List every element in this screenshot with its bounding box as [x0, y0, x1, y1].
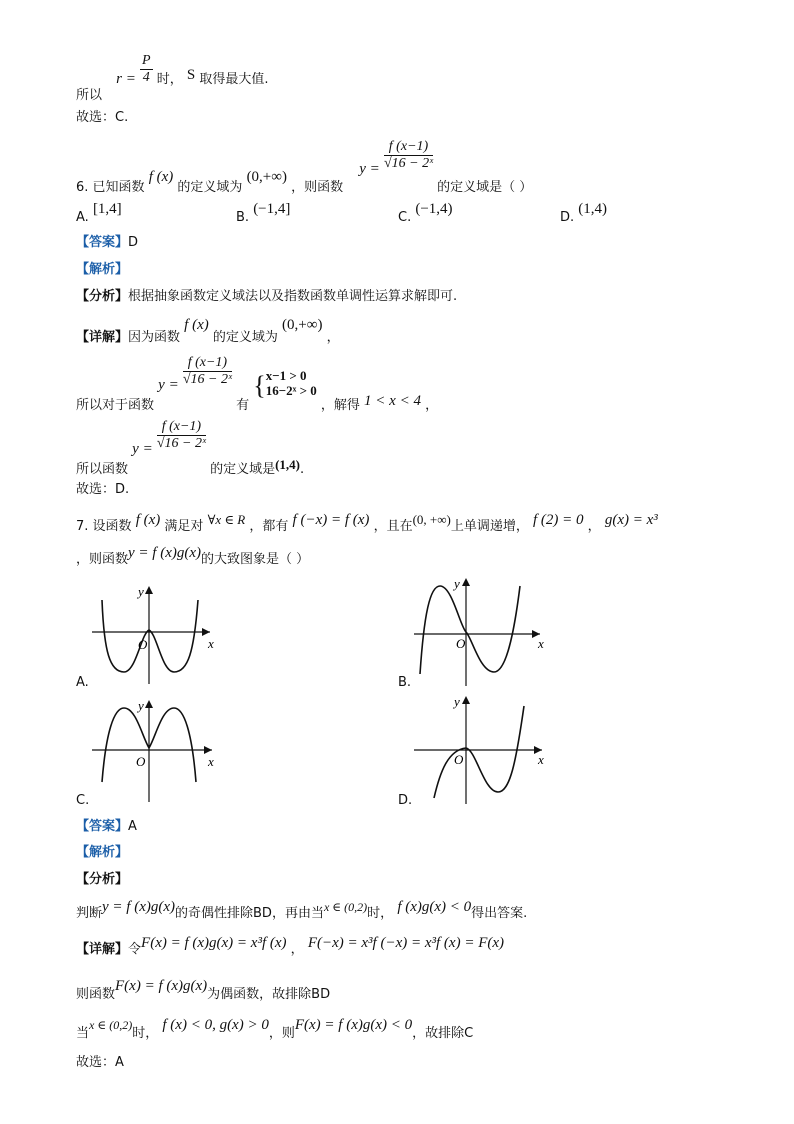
q6-detail1c: ，	[326, 330, 340, 345]
q7-f1c: x ∈ (0,2)	[323, 900, 368, 914]
q6-fraction	[384, 140, 433, 171]
q7-option-b-label: B.	[398, 675, 412, 690]
q7-forall: ∀x ∈ R	[207, 512, 246, 527]
q7-jiexi-line	[76, 846, 128, 859]
q6-option-a-value: [1,4]	[92, 201, 122, 217]
q7-d3e: ，则	[268, 1026, 295, 1041]
q7-even: f (−x) = f (x)	[292, 512, 370, 528]
q7-option-c-label: C.	[76, 793, 90, 808]
q6-jiexi-tag: 【解析】	[76, 262, 129, 277]
q6-option-b-label: B.	[236, 210, 254, 225]
q6-d3-num: f (x−1)	[157, 420, 206, 436]
q6-d2c: ，解得	[320, 398, 360, 413]
q7-prefix: 7. 设函数	[76, 519, 132, 534]
prev-answer: 故选：C.	[76, 110, 129, 125]
q6-stem	[76, 139, 533, 195]
q7-graph-b	[410, 574, 555, 689]
q6-option-c-value: (−1,4)	[415, 201, 453, 217]
q6-detail1a: 因为函数	[128, 330, 181, 345]
q7-answer-tag: 【答案】	[76, 819, 129, 834]
q6-prefix: 6. 已知函数	[76, 180, 145, 195]
q7-d1c: ，	[290, 942, 304, 957]
q6-option-d-label: D.	[560, 210, 579, 225]
prev-r-eq: r =	[116, 71, 136, 87]
q7-answer-line	[76, 820, 137, 833]
graph-b-y-label: y	[454, 576, 460, 591]
q6-detail1b: 的定义域为	[212, 330, 278, 345]
q6-d3c: (1,4)	[275, 457, 300, 472]
q7-fenxi-tag: 【分析】	[76, 872, 129, 887]
q6-d3a: 所以函数	[76, 462, 129, 477]
q7-f1b: 的奇偶性排除BD，再由当	[175, 906, 324, 921]
q7-d2b: F(x) = f (x)g(x)	[115, 978, 208, 994]
q6-num: f (x−1)	[384, 140, 433, 156]
q7-d3g: ，故排除C	[412, 1026, 474, 1041]
q6-answer-line	[76, 236, 138, 249]
q7-detail-line2	[76, 978, 331, 1002]
graph-d-x-label: x	[538, 752, 544, 767]
q7-f1d: 时，	[367, 906, 394, 921]
q6-option-d-value: (1,4)	[578, 201, 608, 217]
graph-a-x-label: x	[208, 636, 214, 651]
graph-d-origin: O	[454, 752, 464, 767]
q7-jiexi-tag: 【解析】	[76, 845, 129, 860]
q7-final: 故选：A	[76, 1055, 124, 1070]
q6-ineq: 1 < x < 4	[364, 393, 421, 409]
q6-domain: (0,+∞)	[246, 169, 287, 185]
q7-graph-a	[88, 582, 228, 687]
q6-mid1: 的定义域为	[177, 180, 243, 195]
q6-option-a-label: A.	[76, 210, 93, 225]
q6-detail-line3	[76, 419, 305, 477]
graph-c-y-arrow	[145, 700, 153, 708]
graph-d-curve	[434, 706, 524, 798]
graph-b-origin: O	[456, 636, 466, 651]
q7-stem-line1	[76, 512, 658, 534]
q7-detail-line1	[76, 935, 504, 957]
q7-t3: ，且在	[373, 519, 413, 534]
graph-d-y-label: y	[454, 694, 460, 709]
q6-sys2: 16−2ˣ > 0	[265, 382, 317, 398]
q6-d2d: ，	[425, 398, 439, 413]
q6-detail-domain: (0,+∞)	[282, 317, 323, 333]
q6-d3-den: √16 − 2ˣ	[156, 436, 206, 451]
q7-graph-c	[88, 696, 228, 806]
q7-detail-tag: 【详解】	[76, 942, 129, 957]
q7-d1d: F(−x) = x³f (−x) = x³f (x) = F(x)	[307, 935, 504, 951]
q7-graph-d	[410, 692, 555, 807]
q6-d2-den: √16 − 2ˣ	[182, 372, 232, 387]
prev-text3: 取得最大值.	[199, 72, 269, 87]
graph-c-y-label: y	[138, 698, 144, 713]
q6-detail-tag: 【详解】	[76, 330, 129, 345]
q7-line2b: 的大致图象是（ ）	[201, 552, 310, 567]
q7-t2: ，都有	[249, 519, 289, 534]
q7-fenxi-body	[76, 899, 528, 921]
q7-d3f: F(x) = f (x)g(x) < 0	[294, 1017, 413, 1033]
graph-b-curve	[420, 586, 520, 674]
graph-a-curve	[102, 600, 198, 672]
q7-fenxi-line	[76, 873, 128, 886]
graph-b-y-arrow	[462, 578, 470, 586]
q6-option-a	[76, 201, 122, 225]
q7-option-d-label: D.	[398, 793, 413, 808]
q7-g: g(x) = x³	[604, 512, 658, 528]
q7-f2: f (2) = 0	[533, 512, 584, 528]
q7-t1: 满足对	[164, 519, 204, 534]
q6-system	[266, 369, 317, 398]
prev-text2: 时，	[156, 72, 183, 87]
q6-option-d	[560, 201, 608, 225]
q6-option-b	[236, 201, 291, 225]
q7-d3b: x ∈ (0,2)	[89, 1018, 133, 1032]
q6-d3-fraction	[157, 420, 206, 451]
q7-d3a: 当	[76, 1026, 90, 1041]
q6-d2a: 所以对于函数	[76, 398, 155, 413]
q6-suffix: 的定义域是（ ）	[437, 180, 533, 195]
graph-b-x-label: x	[538, 636, 544, 651]
q6-detail-line2	[76, 355, 439, 413]
q7-d3c: 时，	[132, 1026, 159, 1041]
graph-a-origin: O	[138, 637, 148, 652]
q7-line2a: ，则函数	[76, 552, 129, 567]
q7-f1f: 得出答案.	[471, 906, 528, 921]
q7-t5: ，	[587, 519, 601, 534]
prev-conclusion-line	[76, 53, 269, 103]
q7-d2a: 则函数	[76, 987, 116, 1002]
q7-interval: (0, +∞)	[412, 512, 451, 527]
q6-fenxi-tag: 【分析】	[76, 289, 129, 304]
q7-detail-line3	[76, 1017, 474, 1041]
q7-yfg: y = f (x)g(x)	[128, 545, 202, 561]
graph-d-y-arrow	[462, 696, 470, 704]
q6-final: 故选：D.	[76, 482, 130, 497]
graph-a-y-label: y	[138, 584, 144, 599]
graph-c-x-arrow	[204, 746, 212, 754]
prev-num: P	[142, 53, 151, 68]
q6-jiexi-line	[76, 263, 128, 276]
q6-system-brace: {	[253, 370, 266, 400]
q6-fenxi-line	[76, 290, 457, 303]
graph-a-y-arrow	[145, 586, 153, 594]
q6-f: f (x)	[148, 169, 174, 185]
q7-f1e: f (x)g(x) < 0	[397, 899, 472, 915]
q7-f1a: 判断	[76, 906, 103, 921]
graph-c-origin: O	[136, 754, 146, 769]
q7-d3d: f (x) < 0, g(x) > 0	[162, 1017, 269, 1033]
q6-d3b: 的定义域是	[210, 462, 276, 477]
q7-answer: A	[128, 819, 137, 834]
q6-d3-y-eq: y =	[132, 441, 153, 457]
prev-den: 4	[142, 70, 150, 85]
q6-option-c	[398, 201, 453, 225]
q6-d3d: .	[300, 462, 305, 477]
q7-f: f (x)	[135, 512, 161, 528]
q6-fenxi: 根据抽象函数定义域法以及指数函数单调性运算求解即可.	[128, 289, 458, 304]
q6-option-b-value: (−1,4]	[253, 201, 291, 217]
q6-detail-line1	[76, 317, 340, 345]
q7-option-a-label: A.	[76, 675, 89, 690]
q7-d1a: 令	[128, 942, 142, 957]
graph-c-x-label: x	[208, 754, 214, 769]
q6-den: √16 − 2ˣ	[383, 156, 434, 171]
q6-d2-num: f (x−1)	[183, 356, 232, 372]
q6-d2-fraction	[183, 356, 232, 387]
prev-text1: 所以	[76, 88, 103, 103]
graph-a-x-arrow	[202, 628, 210, 636]
q7-d1b: F(x) = f (x)g(x) = x³f (x)	[141, 935, 287, 951]
q6-answer-tag: 【答案】	[76, 235, 129, 250]
q6-detail-f: f (x)	[184, 317, 209, 333]
q6-answer: D	[128, 235, 139, 250]
q7-d2c: 为偶函数，故排除BD	[207, 987, 331, 1002]
q7-stem-line2	[76, 545, 310, 567]
prev-fraction	[140, 54, 153, 85]
q7-t4: 上单调递增，	[450, 519, 529, 534]
q6-sys1: x−1 > 0	[265, 368, 307, 384]
q6-option-c-label: C.	[398, 210, 416, 225]
q6-mid2: ，则函数	[291, 180, 344, 195]
prev-S: S	[186, 67, 196, 83]
q6-d2b: 有	[236, 398, 250, 413]
q7-f1-yfg: y = f (x)g(x)	[102, 899, 176, 915]
q6-d2-y-eq: y =	[158, 377, 179, 393]
q6-y-eq: y =	[359, 161, 380, 177]
